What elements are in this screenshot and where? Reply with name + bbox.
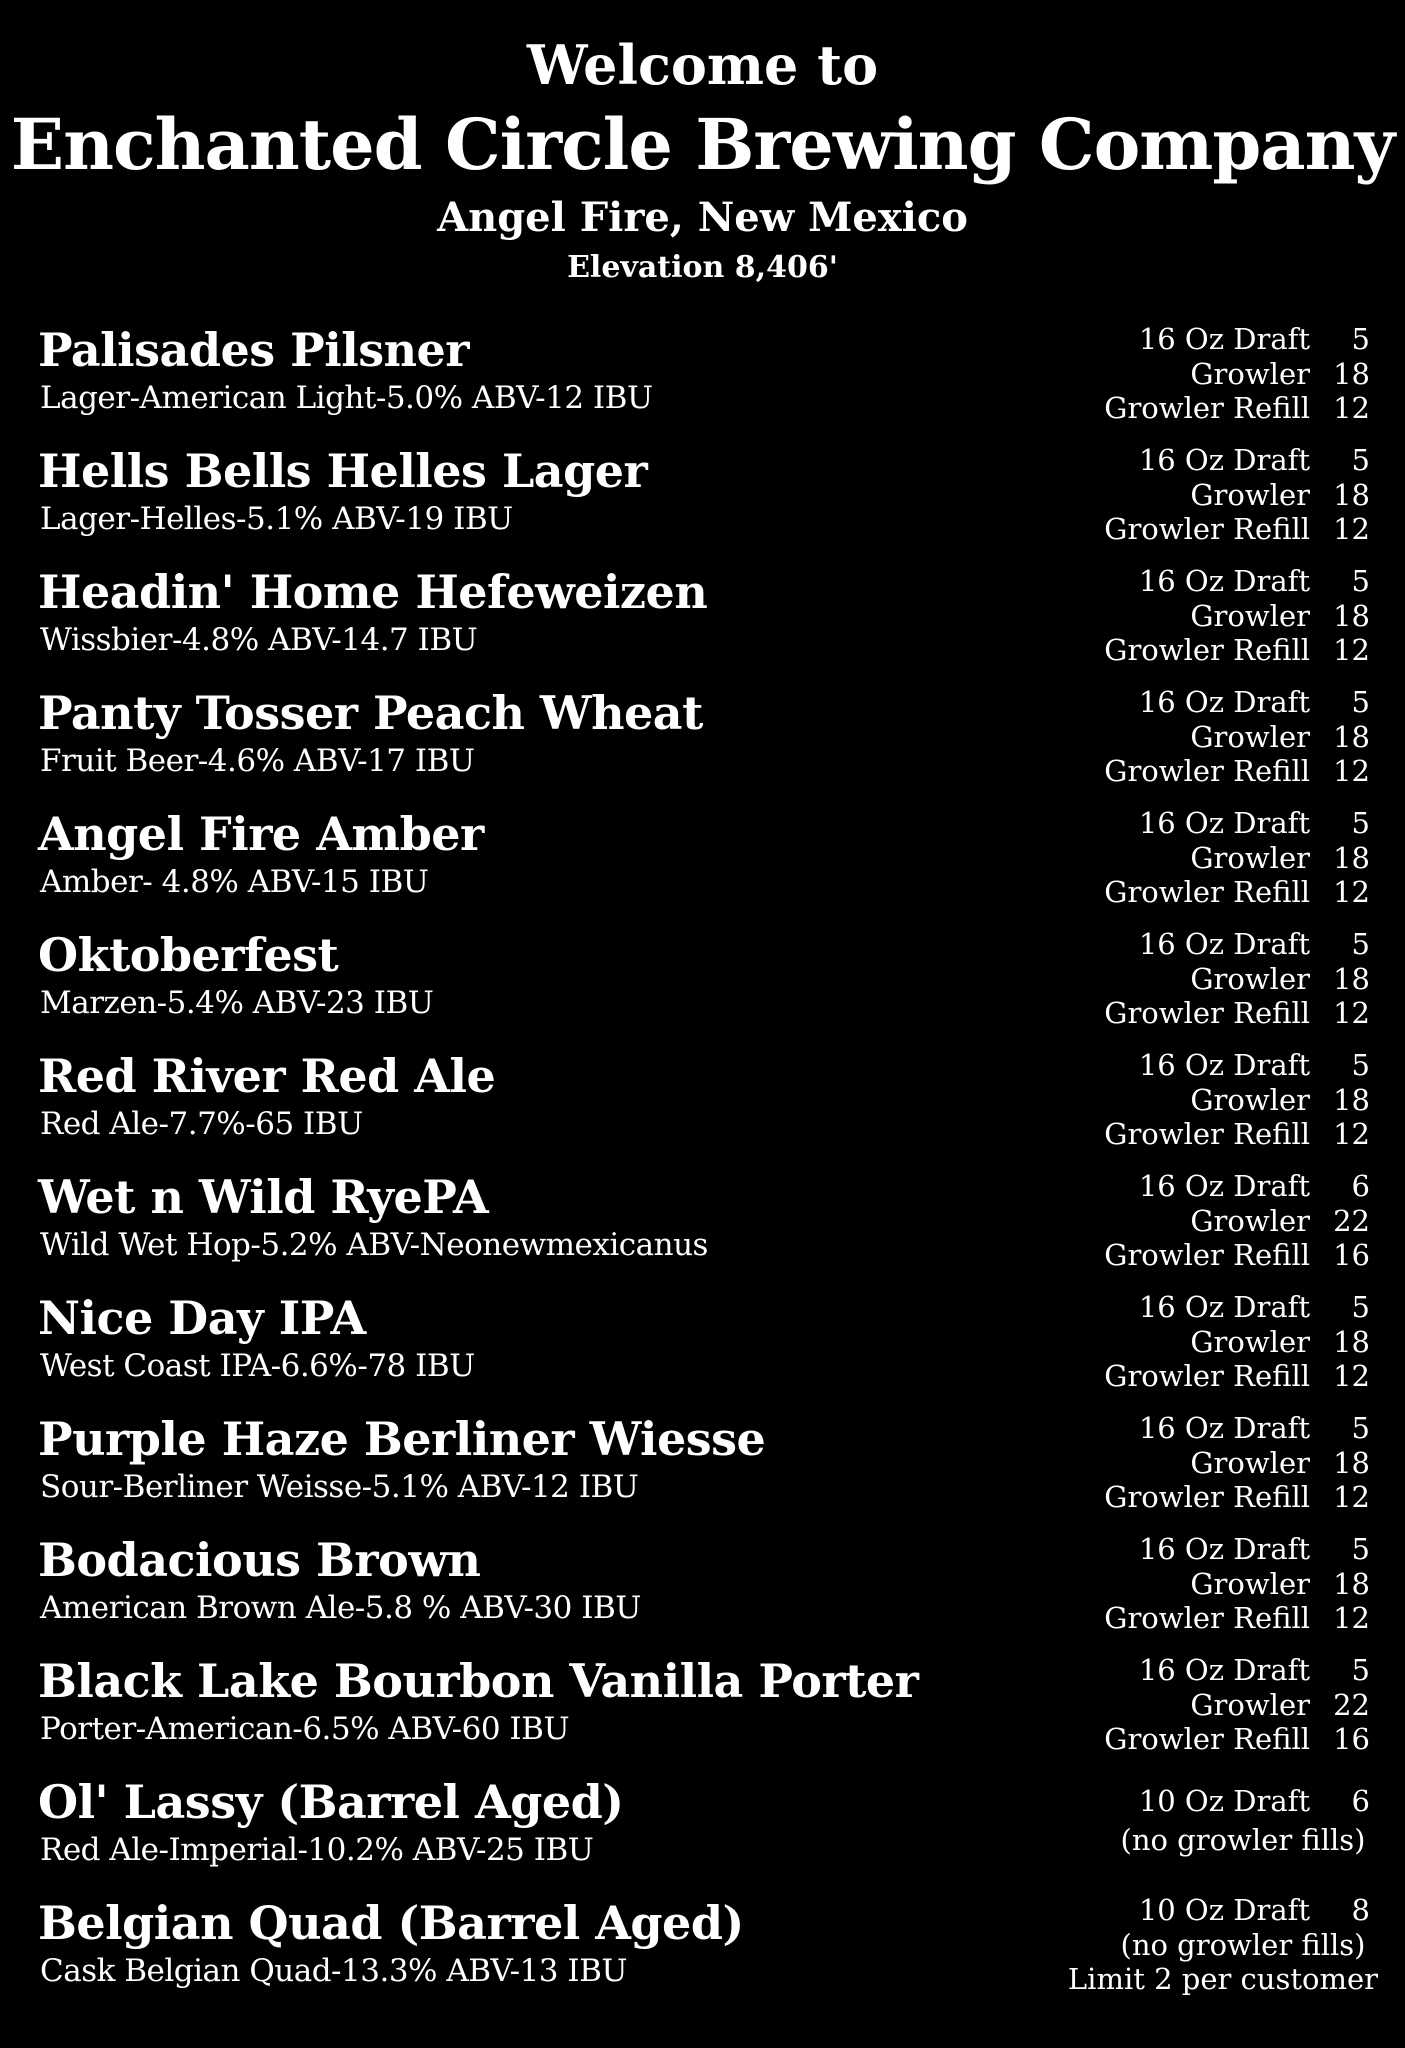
price-label: 16 Oz Draft (1138, 1290, 1310, 1324)
price-list (1048, 564, 1378, 668)
price-row (1048, 996, 1378, 1031)
beer-name: Red River Red Ale (38, 1049, 496, 1103)
price-label: 10 Oz Draft (1138, 1893, 1310, 1927)
price-label: Growler Refill (1104, 512, 1310, 546)
price-list (1048, 806, 1378, 910)
beer-description: Wissbier-4.8% ABV-14.7 IBU (40, 622, 478, 658)
beer-name: Hells Bells Helles Lager (38, 444, 648, 498)
beer-item (38, 1532, 1378, 1653)
price-list (1048, 1048, 1378, 1152)
price-label: Growler Refill (1104, 1480, 1310, 1514)
beer-description: West Coast IPA-6.6%-78 IBU (40, 1348, 475, 1384)
price-row (1048, 633, 1378, 668)
price-row (1048, 685, 1378, 720)
welcome-text: Welcome to (526, 33, 879, 97)
elevation-text: Elevation 8,406' (567, 250, 838, 285)
price-row (1048, 841, 1378, 876)
price-value: 18 (1333, 1324, 1370, 1359)
price-list (1048, 1893, 1378, 1997)
price-list (1048, 1411, 1378, 1515)
beer-description: Red Ale-Imperial-10.2% ABV-25 IBU (40, 1832, 594, 1868)
price-row (1048, 1204, 1378, 1239)
price-list (1048, 1169, 1378, 1273)
price-value: 5 (1351, 564, 1370, 598)
beer-name: Oktoberfest (38, 928, 339, 982)
price-row (1048, 1532, 1378, 1567)
price-label: 16 Oz Draft (1138, 685, 1310, 719)
price-row (1048, 1290, 1378, 1325)
price-label: 16 Oz Draft (1138, 564, 1310, 598)
beer-description: Sour-Berliner Weisse-5.1% ABV-12 IBU (40, 1469, 639, 1505)
price-value: 5 (1351, 1411, 1370, 1445)
price-row (1048, 443, 1378, 478)
price-label: Growler Refill (1104, 1359, 1310, 1393)
price-value: 16 (1333, 1238, 1370, 1272)
location-text: Angel Fire, New Mexico (437, 194, 968, 241)
price-label: Growler (1190, 961, 1310, 996)
price-row (1048, 1893, 1378, 1928)
price-row (1048, 1784, 1378, 1819)
price-value: 12 (1333, 1359, 1370, 1393)
beer-item (38, 1290, 1378, 1411)
price-value: 18 (1333, 719, 1370, 754)
price-note: (no growler fills) (1120, 1927, 1366, 1962)
beer-item (38, 1774, 1378, 1895)
price-value: 5 (1351, 927, 1370, 961)
beer-description: Cask Belgian Quad-13.3% ABV-13 IBU (40, 1953, 628, 1989)
price-row (1048, 1567, 1378, 1602)
price-label: 16 Oz Draft (1138, 322, 1310, 356)
price-row (1048, 927, 1378, 962)
price-row (1048, 1048, 1378, 1083)
price-value: 18 (1333, 1566, 1370, 1601)
price-label: Growler Refill (1104, 1117, 1310, 1151)
price-label: Growler Refill (1104, 391, 1310, 425)
price-value: 5 (1351, 685, 1370, 719)
price-label: 16 Oz Draft (1138, 1532, 1310, 1566)
beer-item (38, 1411, 1378, 1532)
price-value: 8 (1351, 1893, 1370, 1927)
price-row (1048, 1653, 1378, 1688)
beer-name: Ol' Lassy (Barrel Aged) (38, 1775, 624, 1829)
price-label: Growler (1190, 840, 1310, 875)
beer-name: Headin' Home Hefeweizen (38, 565, 708, 619)
price-label: Growler (1190, 1082, 1310, 1117)
beer-description: American Brown Ale-5.8 % ABV-30 IBU (40, 1590, 641, 1626)
price-label: 16 Oz Draft (1138, 443, 1310, 477)
price-row (1048, 391, 1378, 426)
price-label: 16 Oz Draft (1138, 1169, 1310, 1203)
price-row (1048, 720, 1378, 755)
price-value: 18 (1333, 356, 1370, 391)
price-value: 12 (1333, 754, 1370, 788)
price-row (1048, 1688, 1378, 1723)
price-row (1048, 1480, 1378, 1515)
price-value: 12 (1333, 1480, 1370, 1514)
price-label: 16 Oz Draft (1138, 1653, 1310, 1687)
price-list (1048, 1532, 1378, 1636)
price-row (1048, 1169, 1378, 1204)
beer-menu (38, 322, 1378, 2016)
price-label: 16 Oz Draft (1138, 927, 1310, 961)
price-row (1048, 1722, 1378, 1757)
price-row (1048, 599, 1378, 634)
price-value: 18 (1333, 840, 1370, 875)
price-label: Growler (1190, 598, 1310, 633)
beer-description: Wild Wet Hop-5.2% ABV-Neonewmexicanus (40, 1227, 708, 1263)
beer-description: Amber- 4.8% ABV-15 IBU (40, 864, 429, 900)
price-value: 18 (1333, 1445, 1370, 1480)
price-value: 12 (1333, 1117, 1370, 1151)
price-row (1048, 1411, 1378, 1446)
price-value: 6 (1351, 1169, 1370, 1203)
price-label: Growler (1190, 1566, 1310, 1601)
price-row (1048, 1446, 1378, 1481)
price-row (1048, 1359, 1378, 1394)
price-row (1048, 1117, 1378, 1152)
price-label: Growler Refill (1104, 754, 1310, 788)
price-label: 10 Oz Draft (1138, 1784, 1310, 1818)
beer-description: Lager-Helles-5.1% ABV-19 IBU (40, 501, 513, 537)
beer-description: Red Ale-7.7%-65 IBU (40, 1106, 363, 1142)
brewery-name: Enchanted Circle Brewing Company (10, 103, 1395, 186)
price-value: 22 (1333, 1687, 1370, 1722)
price-value: 12 (1333, 996, 1370, 1030)
price-value: 5 (1351, 443, 1370, 477)
price-label: Growler (1190, 1324, 1310, 1359)
beer-description: Lager-American Light-5.0% ABV-12 IBU (40, 380, 653, 416)
price-row (1048, 478, 1378, 513)
price-value: 5 (1351, 806, 1370, 840)
price-list (1048, 443, 1378, 547)
price-value: 12 (1333, 391, 1370, 425)
price-note: (no growler fills) (1120, 1822, 1366, 1857)
price-value: 5 (1351, 1653, 1370, 1687)
price-row (1048, 512, 1378, 547)
price-label: 16 Oz Draft (1138, 806, 1310, 840)
price-row (1048, 1238, 1378, 1273)
beer-item (38, 1048, 1378, 1169)
price-value: 16 (1333, 1722, 1370, 1756)
price-value: 5 (1351, 322, 1370, 356)
price-label: Growler Refill (1104, 875, 1310, 909)
price-row (1048, 1083, 1378, 1118)
price-row (1048, 357, 1378, 392)
price-row (1048, 806, 1378, 841)
beer-item (38, 443, 1378, 564)
price-value: 12 (1333, 1601, 1370, 1635)
price-row (1048, 962, 1378, 997)
beer-name: Angel Fire Amber (38, 807, 484, 861)
beer-name: Panty Tosser Peach Wheat (38, 686, 703, 740)
price-list (1048, 1653, 1378, 1757)
price-label: 16 Oz Draft (1138, 1048, 1310, 1082)
price-value: 12 (1333, 633, 1370, 667)
beer-name: Belgian Quad (Barrel Aged) (38, 1896, 744, 1950)
beer-description: Fruit Beer-4.6% ABV-17 IBU (40, 743, 475, 779)
price-row (1048, 1325, 1378, 1360)
beer-name: Black Lake Bourbon Vanilla Porter (38, 1654, 919, 1708)
price-label: Growler (1190, 1445, 1310, 1480)
price-value: 5 (1351, 1290, 1370, 1324)
beer-name: Nice Day IPA (38, 1291, 366, 1345)
price-value: 5 (1351, 1048, 1370, 1082)
beer-name: Bodacious Brown (38, 1533, 481, 1587)
beer-item (38, 322, 1378, 443)
price-label: Growler (1190, 1687, 1310, 1722)
price-label: Growler (1190, 477, 1310, 512)
price-label: Growler (1190, 719, 1310, 754)
beer-item (38, 1169, 1378, 1290)
price-label: Growler Refill (1104, 996, 1310, 1030)
beer-item (38, 685, 1378, 806)
price-row (1048, 564, 1378, 599)
beer-item (38, 564, 1378, 685)
price-label: Growler Refill (1104, 1238, 1310, 1272)
price-value: 6 (1351, 1784, 1370, 1818)
beer-name: Purple Haze Berliner Wiesse (38, 1412, 766, 1466)
beer-name: Wet n Wild RyePA (38, 1170, 489, 1224)
price-value: 18 (1333, 961, 1370, 996)
price-row (1048, 875, 1378, 910)
price-value: 12 (1333, 512, 1370, 546)
beer-item (38, 927, 1378, 1048)
price-row (1048, 322, 1378, 357)
price-row (1048, 754, 1378, 789)
price-list (1048, 1290, 1378, 1394)
price-value: 18 (1333, 477, 1370, 512)
price-value: 18 (1333, 598, 1370, 633)
price-value: 12 (1333, 875, 1370, 909)
price-label: Growler Refill (1104, 1722, 1310, 1756)
price-value: 22 (1333, 1203, 1370, 1238)
price-label: Growler (1190, 356, 1310, 391)
price-label: Growler Refill (1104, 633, 1310, 667)
price-value: 18 (1333, 1082, 1370, 1117)
beer-item (38, 806, 1378, 927)
beer-item (38, 1653, 1378, 1774)
price-list (1048, 685, 1378, 789)
price-label: Growler (1190, 1203, 1310, 1238)
price-row (1048, 1601, 1378, 1636)
beer-item (38, 1895, 1378, 2016)
beer-description: Marzen-5.4% ABV-23 IBU (40, 985, 434, 1021)
price-list (1048, 322, 1378, 426)
price-label: 16 Oz Draft (1138, 1411, 1310, 1445)
beer-description: Porter-American-6.5% ABV-60 IBU (40, 1711, 570, 1747)
menu-header (0, 30, 1405, 290)
price-note: Limit 2 per customer (1067, 1962, 1378, 1996)
price-list (1048, 1784, 1378, 1857)
beer-name: Palisades Pilsner (38, 323, 470, 377)
price-value: 5 (1351, 1532, 1370, 1566)
price-list (1048, 927, 1378, 1031)
price-label: Growler Refill (1104, 1601, 1310, 1635)
